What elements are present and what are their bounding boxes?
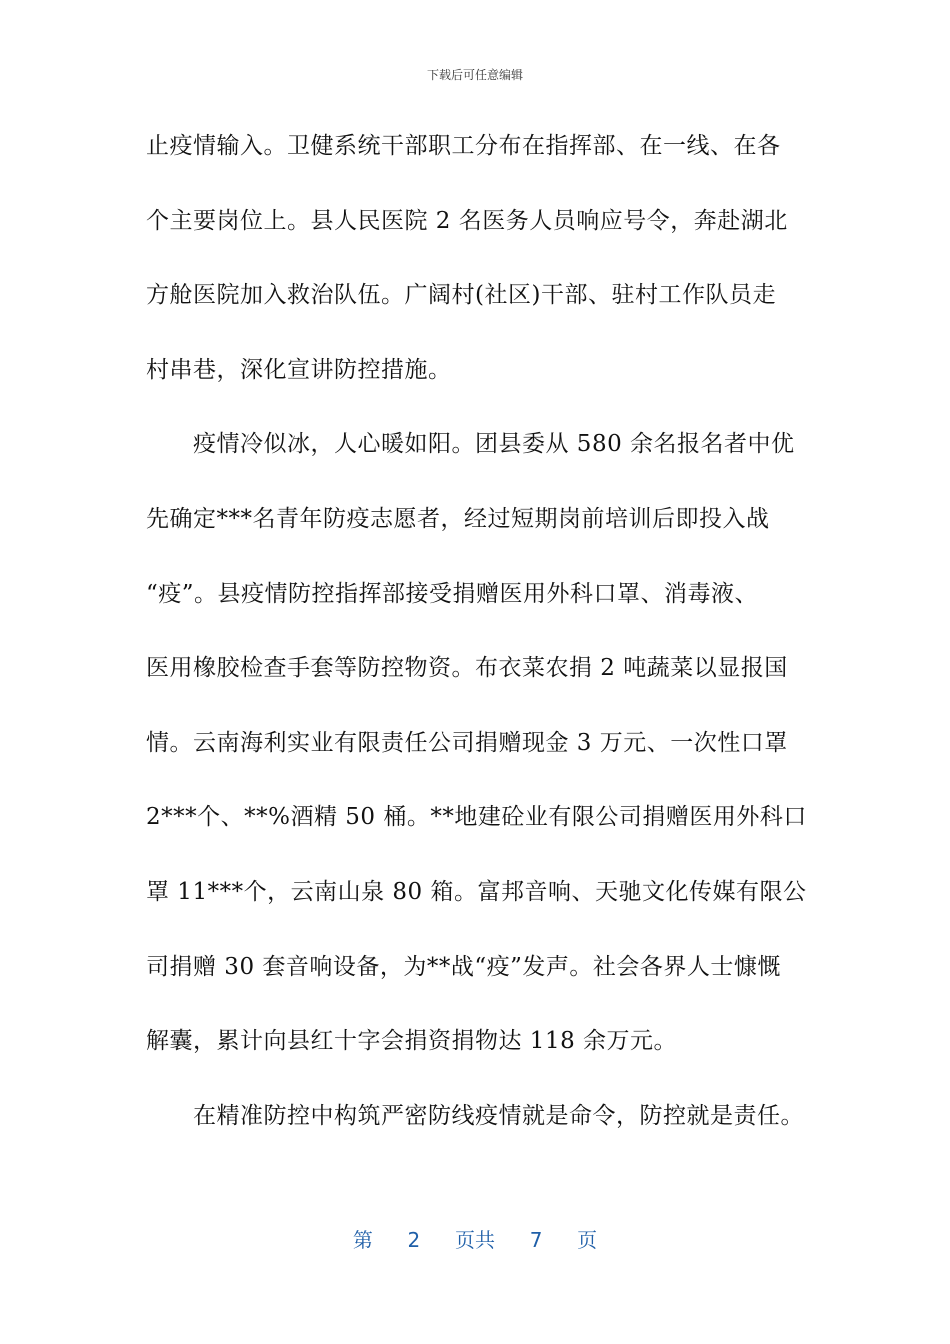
text-line: 疫情冷似冰，人心暖如阳。团县委从 580 余名报名者中优 — [193, 431, 795, 458]
page-number: 2 — [407, 1228, 421, 1252]
text-line: 医用橡胶检查手套等防控物资。布衣菜农捐 2 吨蔬菜以显报国 — [146, 655, 788, 682]
page-label-prefix: 第 — [352, 1228, 373, 1252]
text-line: 村串巷，深化宣讲防控措施。 — [146, 356, 452, 383]
text-line: 司捐赠 30 套音响设备，为**战“疫”发声。社会各界人士慷慨 — [146, 953, 781, 980]
page-footer — [0, 1224, 950, 1253]
text-line: 止疫情输入。卫健系统干部职工分布在指挥部、在一线、在各 — [146, 133, 781, 159]
text-line: 个主要岗位上。县人民医院 2 名医务人员响应号令，奔赴湖北 — [146, 207, 788, 234]
text-line: 2***个、**%酒精 50 桶。**地建砼业有限公司捐赠医用外科口 — [146, 804, 807, 831]
text-line: “疫”。县疫情防控指挥部接受捐赠医用外科口罩、消毒液、 — [146, 580, 759, 607]
text-line: 解囊，累计向县红十字会捐资捐物达 118 余万元。 — [146, 1028, 678, 1055]
page-label-mid: 页共 — [455, 1228, 495, 1252]
total-pages: 7 — [529, 1228, 543, 1252]
text-line: 先确定***名青年防疫志愿者，经过短期岗前培训后即投入战 — [146, 505, 770, 532]
page-header: 下载后可任意编辑 — [426, 68, 523, 82]
text-line: 情。云南海利实业有限责任公司捐赠现金 3 万元、一次性口罩 — [146, 729, 788, 756]
page-label-suffix: 页 — [577, 1228, 598, 1252]
document-body — [146, 122, 816, 1166]
text-line: 罩 11***个，云南山泉 80 箱。富邦音响、天驰文化传媒有限公 — [146, 878, 807, 905]
text-line: 方舱医院加入救治队伍。广阔村(社区)干部、驻村工作队员走 — [146, 282, 776, 309]
text-line: 在精准防控中构筑严密防线疫情就是命令，防控就是责任。 — [193, 1102, 804, 1129]
